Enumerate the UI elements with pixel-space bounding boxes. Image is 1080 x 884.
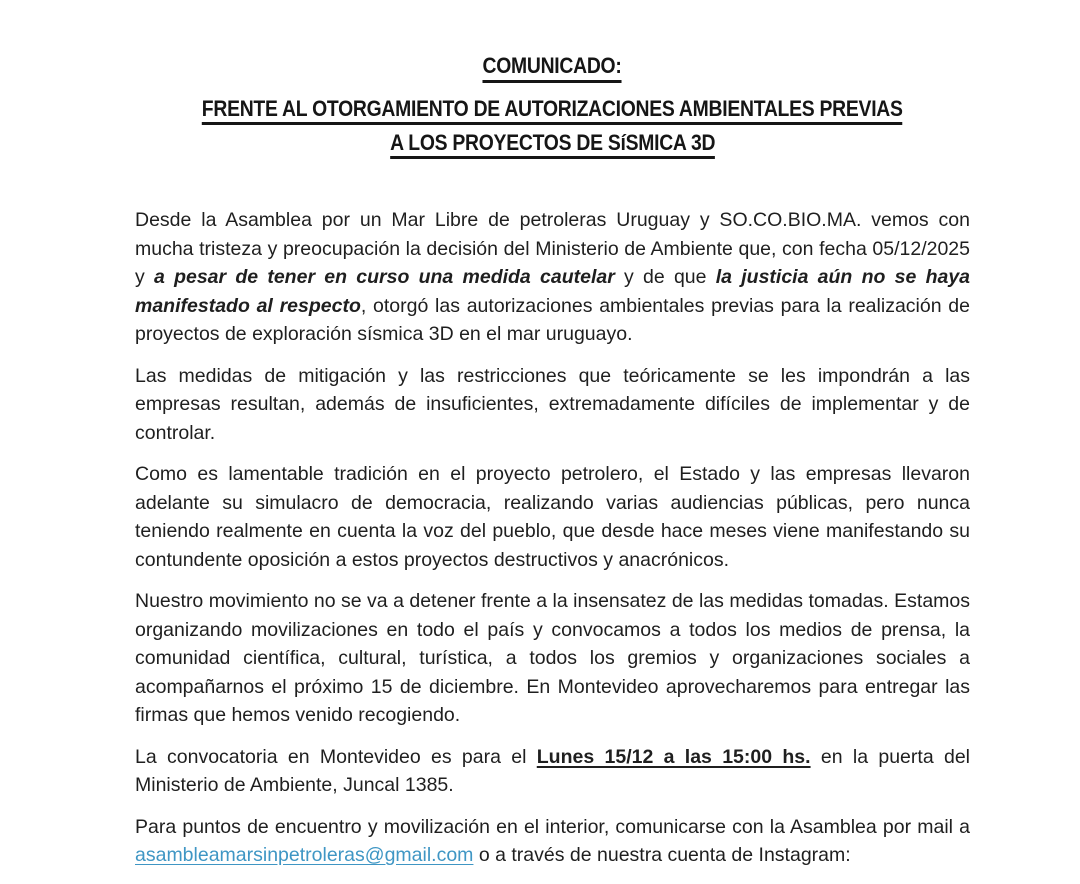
subtitle-line-2-text: A LOS PROYECTOS DE SíSMICA 3D bbox=[390, 130, 715, 159]
emphasis-justicia: la justicia aún no se haya manifestado al respecto bbox=[135, 266, 971, 317]
paragraph-intro bbox=[135, 206, 970, 349]
paragraph-convocatoria-text-2: en la puerta del Ministerio de Ambiente, Juncal 1385. bbox=[135, 745, 970, 796]
paragraph-contacto-text-1: Para puntos de encuentro y movilización en el interior, comunicarse con la Asamblea por mail a bbox=[135, 815, 970, 838]
emphasis-fecha-convocatoria: Lunes 15/12 a las 15:00 hs. bbox=[536, 745, 811, 768]
subtitle-line-1-text: FRENTE AL OTORGAMIENTO DE AUTORIZACIONES AMBIENTALES PREVIAS bbox=[202, 96, 903, 125]
email-link[interactable]: asambleamarsinpetroleras@gmail.com bbox=[135, 844, 474, 866]
paragraph-contacto bbox=[135, 813, 970, 870]
document-title-text: COMUNICADO: bbox=[483, 52, 622, 83]
paragraph-tradicion: Como es lamentable tradición en el proyecto petrolero, el Estado y las empresas llevaron adelante su simulacro de democracia, realizando varias audiencias públicas, pero nunca teniendo realmente en cuenta la voz del pueblo, que desde hace meses viene manifestando su contundente oposición a estos proyectos destructivos y anacrónicos. bbox=[135, 463, 970, 571]
paragraph-contacto-text-2: o a través de nuestra cuenta de Instagram: bbox=[473, 844, 851, 866]
document-body bbox=[135, 206, 970, 870]
paragraph-convocatoria-text-1: La convocatoria en Montevideo es para el bbox=[135, 745, 537, 768]
paragraph-convocatoria bbox=[135, 743, 970, 800]
paragraph-medidas: Las medidas de mitigación y las restricciones que teóricamente se les impondrán a las empresas resultan, además de insuficientes, extremadamente difíciles de implementar y de controlar. bbox=[135, 364, 970, 444]
paragraph-intro-text-3: , otorgó las autorizaciones ambientales previas para la realización de proyectos de exploración sísmica 3D en el mar uruguayo. bbox=[135, 294, 970, 345]
emphasis-medida-cautelar: a pesar de tener en curso una medida cautelar bbox=[154, 266, 615, 288]
paragraph-intro-text-2: y de que bbox=[614, 266, 716, 288]
document-subtitle bbox=[135, 96, 970, 159]
subtitle-line-2 bbox=[135, 130, 970, 159]
document-title bbox=[135, 52, 970, 83]
paragraph-movimiento: Nuestro movimiento no se va a detener frente a la insensatez de las medidas tomadas. Estamos organizando movilizaciones en todo el país y convocamos a todos los medios de prensa, la comunidad científica, cultural, turística, a todos los gremios y organizaciones sociales a acompañarnos el próximo 15 de diciembre. En Montevideo aprovecharemos para entregar las firmas que hemos venido recogiendo. bbox=[135, 590, 970, 726]
document-content bbox=[135, 0, 970, 883]
subtitle-line-1 bbox=[135, 96, 970, 125]
paragraph-intro-text-1: Desde la Asamblea por un Mar Libre de petroleras Uruguay y SO.CO.BIO.MA. vemos con mucha tristeza y preocupación la decisión del Ministerio de Ambiente que, con fecha 05/12/2025 y bbox=[135, 209, 970, 288]
